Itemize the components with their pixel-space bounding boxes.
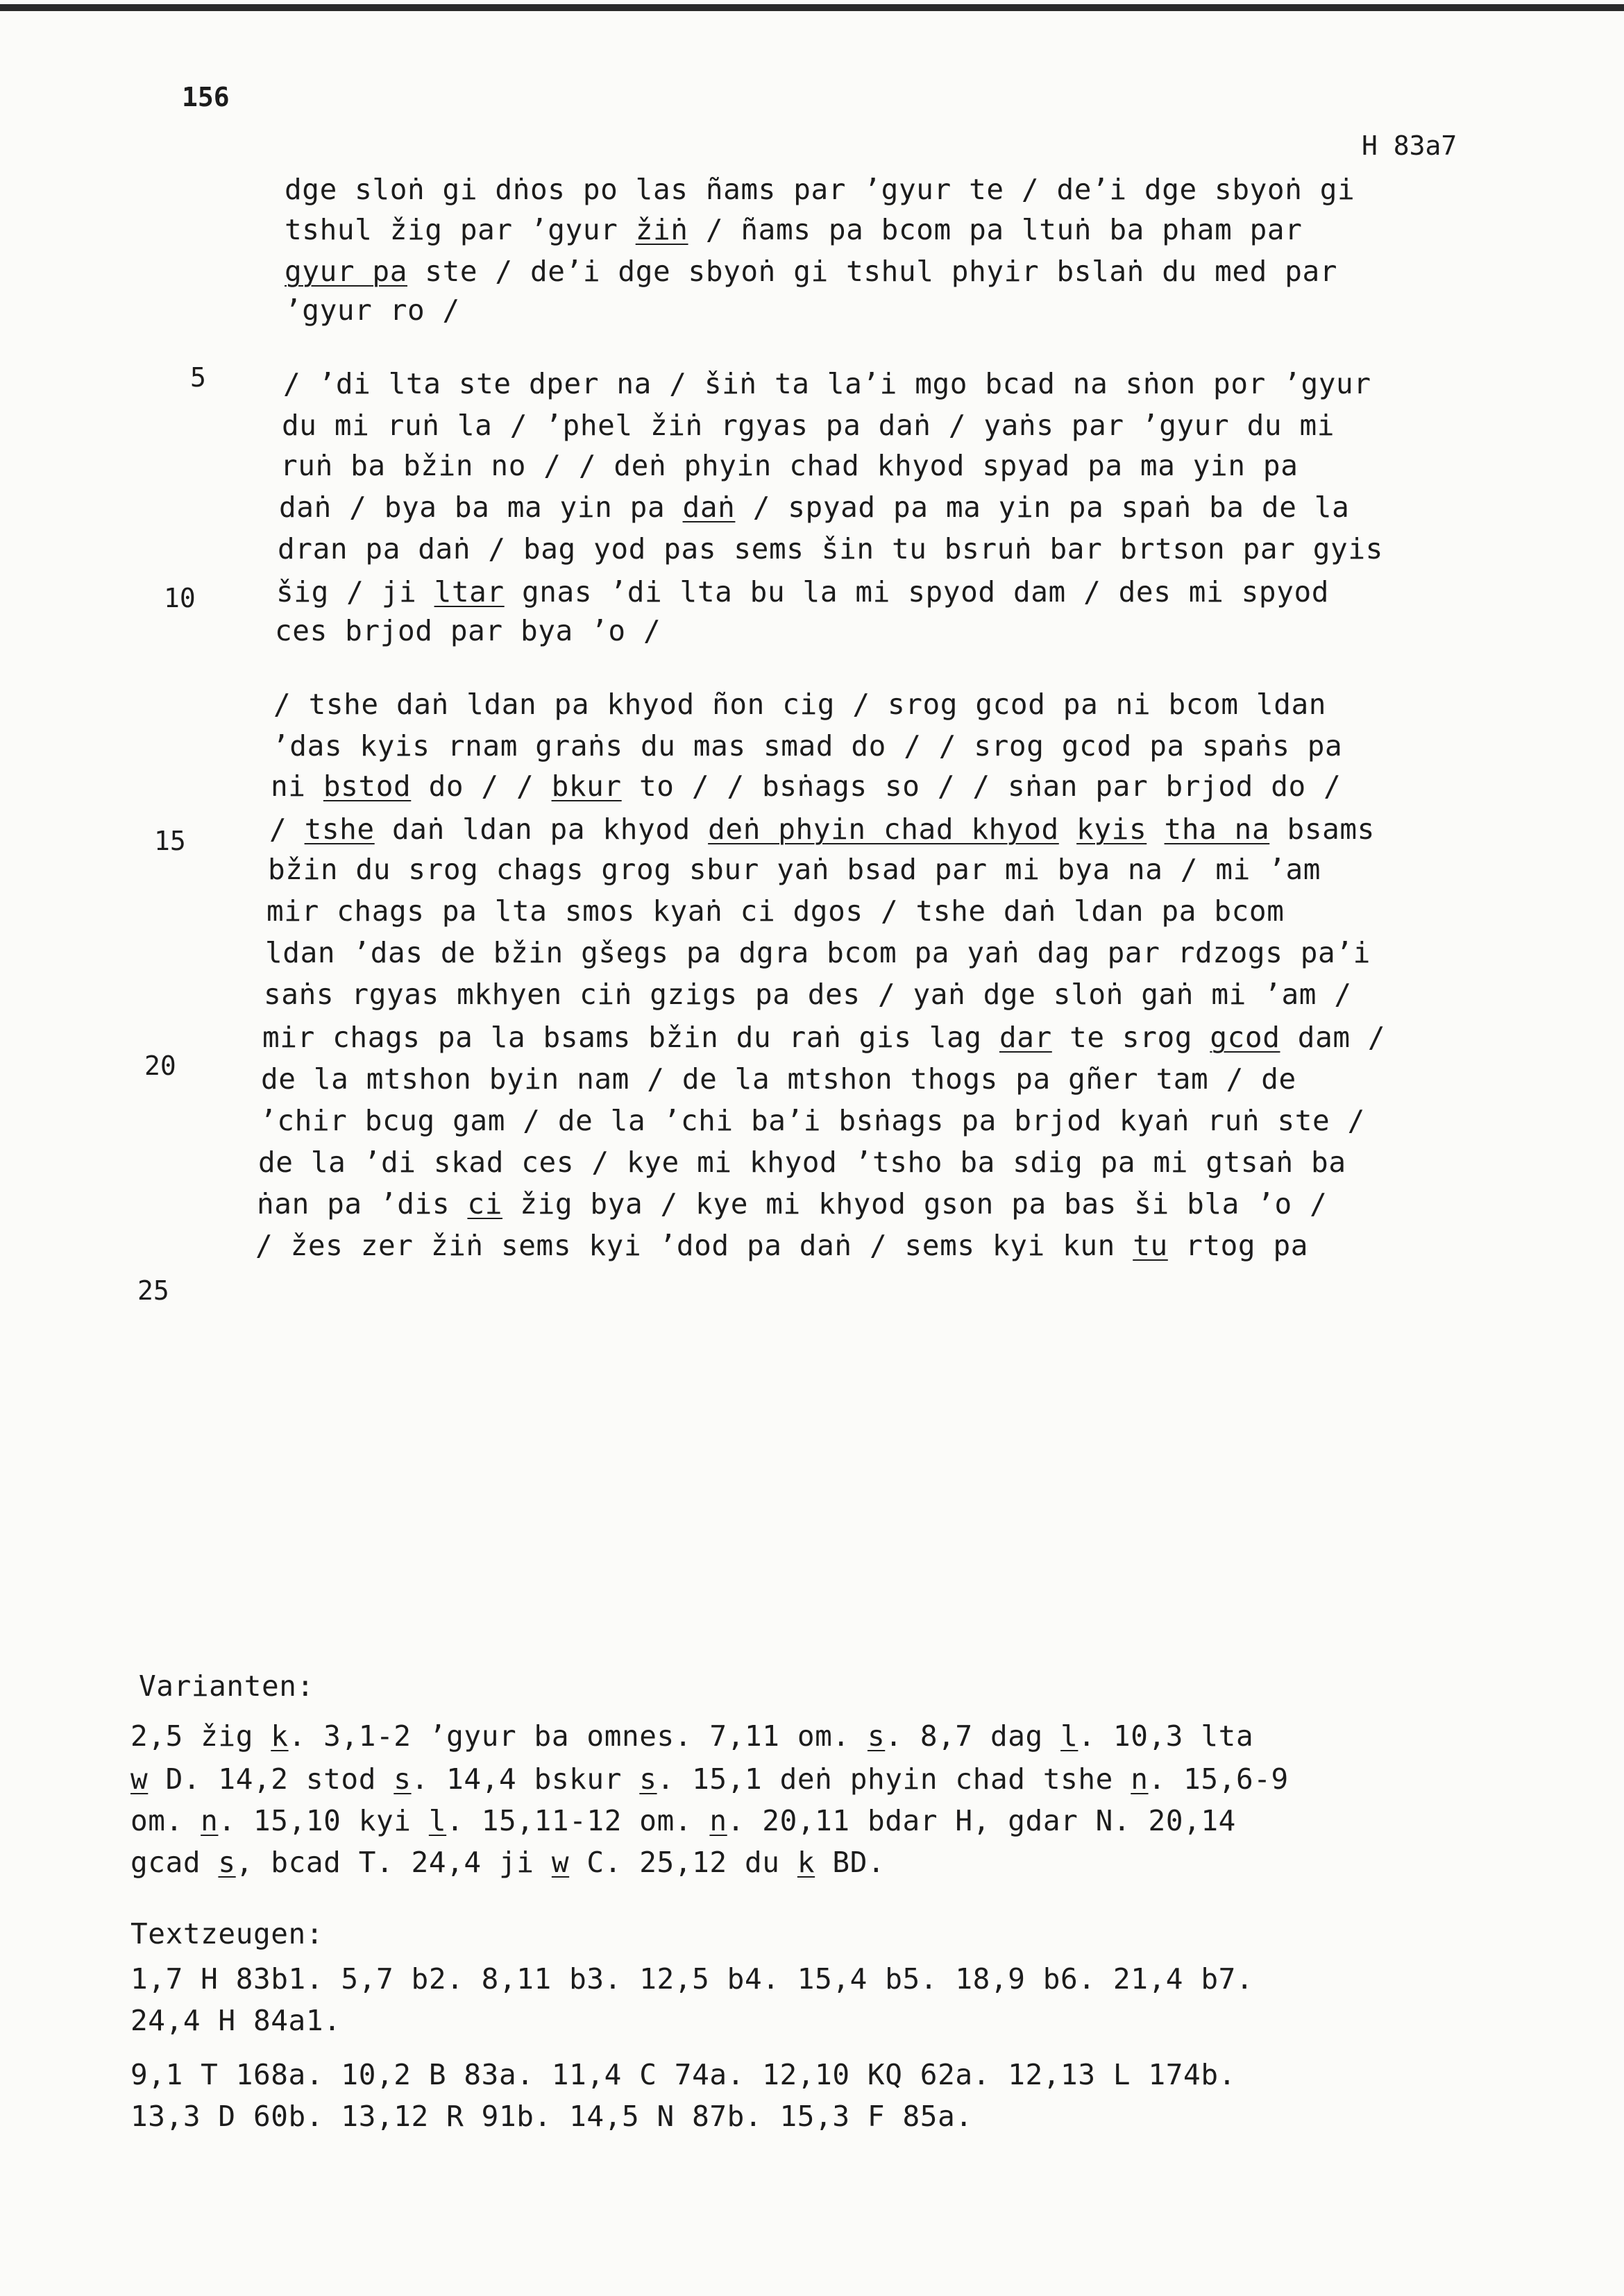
text-line <box>262 1020 1385 1055</box>
underlined-word: daṅ <box>682 491 736 524</box>
text-line <box>264 977 1352 1012</box>
text-run: . 15,1 deṅ phyin chad tshe <box>657 1762 1131 1796</box>
underlined-word: ltar <box>434 575 505 609</box>
underlined-word: bstod <box>323 769 412 803</box>
text-line <box>283 366 1371 401</box>
text-run: ni <box>271 769 323 803</box>
text-run: BD. <box>815 1846 886 1879</box>
text-line <box>257 1187 1327 1221</box>
text-line <box>261 1062 1296 1096</box>
text-line <box>279 490 1349 525</box>
underlined-word: tu <box>1133 1229 1168 1262</box>
text-run: . 3,1-2 ’gyur ba omnes. 7,11 om. <box>288 1719 868 1753</box>
page-number: 156 <box>182 82 230 112</box>
underlined-word: bkur <box>551 769 622 803</box>
underlined-word: n <box>201 1804 219 1837</box>
text-run: rtog pa <box>1167 1229 1309 1262</box>
underlined-word: w <box>551 1846 570 1879</box>
text-run: de la mtshon byin nam / de la mtshon thogs pa gñer tam / de <box>261 1062 1296 1096</box>
text-line <box>285 172 1355 207</box>
line-number-column <box>0 0 208 1388</box>
text-line <box>268 852 1321 887</box>
underlined-word: w <box>130 1762 149 1796</box>
text-run: / ’di lta ste dper na / šiṅ ta la’i mgo bcad na sṅon por ’gyur <box>283 367 1371 400</box>
underlined-word: kyis <box>1076 813 1147 846</box>
text-line <box>272 729 1342 763</box>
text-run: bsams <box>1269 813 1375 846</box>
line-number: 20 <box>144 1051 176 1081</box>
text-run <box>1059 813 1076 846</box>
text-line <box>278 532 1383 566</box>
underlined-word: k <box>271 1719 289 1753</box>
text-line <box>255 1228 1308 1263</box>
text-run: . 10,3 lta <box>1078 1719 1254 1753</box>
underlined-word: k <box>797 1846 815 1879</box>
text-run: / ñams pa bcom pa ltuṅ ba pham par <box>688 213 1303 246</box>
text-run: ’chir bcug gam / de la ’chi ba’i bsṅags pa brjod kyaṅ ruṅ ste / <box>260 1104 1365 1137</box>
text-run: dge sloṅ gi dṅos po las ñams par ’gyur te / de’i dge sbyoṅ gi <box>285 173 1355 206</box>
text-line <box>285 212 1303 247</box>
text-run: bžin du srog chags grog sbur yaṅ bsad par mi bya na / mi ’am <box>268 853 1321 886</box>
text-run: dam / <box>1280 1021 1386 1054</box>
text-run: saṅs rgyas mkhyen ciṅ gzigs pa des / yaṅ dge sloṅ gaṅ mi ’am / <box>264 978 1352 1011</box>
text-run: tshul žig par ’gyur <box>285 213 636 246</box>
underlined-word: tha na <box>1164 813 1270 846</box>
text-line <box>276 575 1329 609</box>
text-run: . 15,6-9 <box>1148 1762 1289 1796</box>
text-line <box>267 894 1284 928</box>
text-run: ste / de’i dge sbyoṅ gi tshul phyir bslaṅ du med par <box>407 255 1338 288</box>
underlined-word: l <box>1060 1719 1079 1753</box>
underlined-word: gyur pa <box>285 255 407 288</box>
line-number: 5 <box>190 362 206 393</box>
text-run: do / / <box>411 769 552 803</box>
underlined-word: s <box>394 1762 412 1796</box>
variant-line <box>130 1803 1236 1838</box>
text-run: om. <box>130 1804 201 1837</box>
underlined-word: gcod <box>1210 1021 1280 1054</box>
line-number: 15 <box>154 826 186 856</box>
text-line <box>285 293 460 328</box>
text-run: dran pa daṅ / bag yod pas sems šin tu bsruṅ bar brtson par gyis <box>278 532 1383 566</box>
underlined-word: s <box>867 1719 886 1753</box>
text-run: . 20,11 bdar H, gdar N. 20,14 <box>727 1804 1236 1837</box>
witness-line: 13,3 D 60b. 13,12 R 91b. 14,5 N 87b. 15,3 F 85a. <box>130 2100 973 2133</box>
text-line <box>273 687 1326 722</box>
underlined-word: ci <box>467 1187 502 1221</box>
text-run: mir chags pa lta smos kyaṅ ci dgos / tshe daṅ ldan pa bcom <box>267 894 1285 928</box>
text-run: mir chags pa la bsams bžin du raṅ gis lag <box>262 1021 999 1054</box>
main-text <box>255 172 1478 1352</box>
apparatus <box>130 1669 1484 2168</box>
underlined-word: n <box>1131 1762 1149 1796</box>
underlined-word: deṅ phyin chad khyod <box>708 813 1059 846</box>
text-run: . 15,11-12 om. <box>446 1804 710 1837</box>
variant-line <box>130 1719 1253 1753</box>
underlined-word: l <box>428 1804 447 1837</box>
text-run: . 8,7 dag <box>885 1719 1061 1753</box>
text-run: . 14,4 bskur <box>411 1762 640 1796</box>
underlined-word: s <box>639 1762 657 1796</box>
witness-line: 1,7 H 83b1. 5,7 b2. 8,11 b3. 12,5 b4. 15,4 b5. 18,9 b6. 21,4 b7. <box>130 1962 1254 1996</box>
text-line <box>280 448 1298 483</box>
line-number: 25 <box>137 1275 169 1306</box>
underlined-word: tshe <box>304 813 375 846</box>
underlined-word: n <box>709 1804 727 1837</box>
line-number: 10 <box>164 583 196 613</box>
witness-line: 9,1 T 168a. 10,2 B 83a. 11,4 C 74a. 12,10 KQ 62a. 12,13 L 174b. <box>130 2058 1236 2091</box>
text-run: ces brjod par bya ’o / <box>275 614 661 647</box>
text-run: šig / ji <box>276 575 434 609</box>
underlined-word: žiṅ <box>635 213 688 246</box>
text-run: / žes zer žiṅ sems kyi ’dod pa daṅ / sems kyi kun <box>255 1229 1133 1262</box>
text-line <box>260 1103 1365 1138</box>
underlined-word: s <box>218 1846 236 1879</box>
text-line <box>282 408 1335 443</box>
variant-line <box>130 1762 1289 1796</box>
text-run: gnas ’di lta bu la mi spyod dam / des mi spyod <box>504 575 1330 609</box>
text-run: žig bya / kye mi khyod gson pa bas ši bla ’o / <box>502 1187 1328 1221</box>
text-line <box>269 812 1375 847</box>
text-run: ’das kyis rnam graṅs du mas smad do / / srog gcod pa spaṅs pa <box>272 729 1343 763</box>
text-run: C. 25,12 du <box>569 1846 797 1879</box>
textzeugen-heading: Textzeugen: <box>130 1917 324 1950</box>
varianten-heading: Varianten: <box>139 1669 314 1703</box>
text-run: D. 14,2 stod <box>148 1762 394 1796</box>
text-line <box>285 254 1337 289</box>
text-run <box>1147 813 1164 846</box>
text-run: daṅ ldan pa khyod <box>374 813 709 846</box>
witness-line: 24,4 H 84a1. <box>130 2004 341 2037</box>
variant-line <box>130 1845 885 1880</box>
text-run: / <box>269 813 305 846</box>
top-edge-rule <box>0 4 1624 11</box>
text-run: / spyad pa ma yin pa spaṅ ba de la <box>735 491 1350 524</box>
underlined-word: dar <box>999 1021 1052 1054</box>
text-run: daṅ / bya ba ma yin pa <box>279 491 683 524</box>
text-run: ’gyur ro / <box>285 294 460 327</box>
text-run: de la ’di skad ces / kye mi khyod ’tsho ba sdig pa mi gtsaṅ ba <box>258 1146 1346 1179</box>
text-run: 2,5 žig <box>130 1719 271 1753</box>
text-run: / tshe daṅ ldan pa khyod ñon cig / srog gcod pa ni bcom ldan <box>273 688 1327 721</box>
text-line <box>265 935 1371 970</box>
text-run: ldan ’das de bžin gšegs pa dgra bcom pa yaṅ dag par rdzogs pa’i <box>265 936 1371 969</box>
text-run: , bcad T. 24,4 ji <box>235 1846 552 1879</box>
text-run: te srog <box>1051 1021 1210 1054</box>
text-run: ṅan pa ’dis <box>257 1187 468 1221</box>
text-run: ruṅ ba bžin no / / deṅ phyin chad khyod spyad pa ma yin pa <box>280 449 1299 482</box>
folio-reference: H 83a7 <box>1362 130 1457 161</box>
text-line <box>275 613 661 648</box>
text-line <box>271 769 1341 803</box>
text-run: to / / bsṅags so / / sṅan par brjod do / <box>621 769 1342 803</box>
text-run: . 15,10 kyi <box>218 1804 429 1837</box>
text-run: du mi ruṅ la / ’phel žiṅ rgyas pa daṅ / yaṅs par ’gyur du mi <box>282 409 1335 442</box>
text-line <box>258 1145 1346 1180</box>
text-run: gcad <box>130 1846 219 1879</box>
